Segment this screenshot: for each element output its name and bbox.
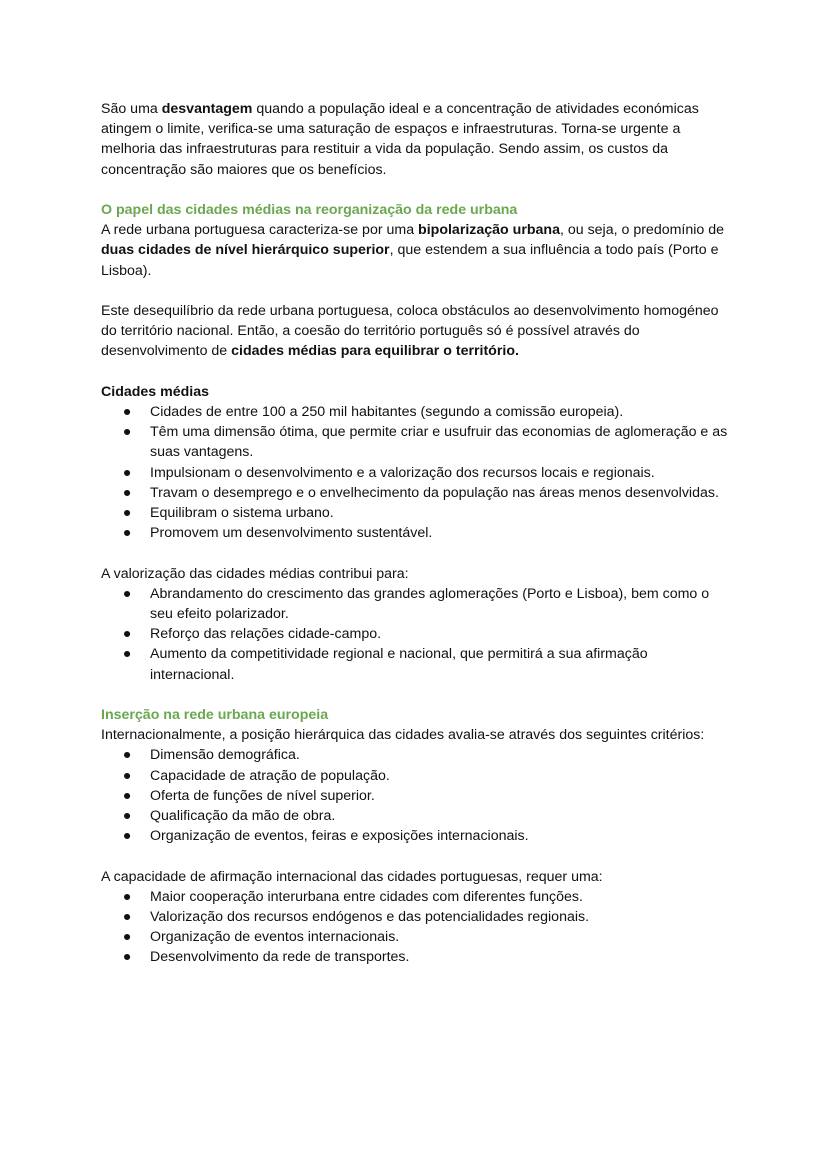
text: , ou seja, o predomínio de <box>559 222 725 239</box>
bullet-icon: ● <box>122 949 132 966</box>
bold-text: cidades médias para equilibrar o território. <box>231 343 519 360</box>
bold-text: desvantagem <box>161 101 253 117</box>
text: São uma <box>101 101 162 117</box>
bullet-icon: ● <box>122 626 132 643</box>
list-item: ● Promovem um desenvolvimento sustentável. <box>150 523 731 543</box>
list-item: ● Capacidade de atração de população. <box>150 766 731 786</box>
bullet-icon: ● <box>122 929 132 946</box>
section-heading-cidades-medias: O papel das cidades médias na reorganização da rede urbana <box>101 202 518 218</box>
bullet-icon: ● <box>122 464 132 481</box>
bullet-icon: ● <box>122 767 132 784</box>
bullet-icon: ● <box>122 747 132 764</box>
bold-text: duas cidades de nível hierárquico superior <box>101 242 390 259</box>
bullet-icon: ● <box>122 505 132 522</box>
text: Este desequilíbrio da rede urbana portuguesa, coloca obstáculos ao desenvolvimento homogéneo do território nacional. Então, a coesão do território português só é possível através do desenvolvimento de <box>101 303 719 360</box>
list-item: ● Dimensão demográfica. <box>150 745 731 765</box>
subheading-cidades-medias: Cidades médias <box>101 383 210 400</box>
text: A rede urbana portuguesa caracteriza-se por uma <box>101 222 419 239</box>
list-item: ● Qualificação da mão de obra. <box>150 806 731 826</box>
paragraph-criterios: Internacionalmente, a posição hierárquica das cidades avalia-se através dos seguintes critérios: <box>101 727 705 744</box>
paragraph-valorizacao: A valorização das cidades médias contribui para: <box>101 565 409 582</box>
list-item: ● Equilibram o sistema urbano. <box>150 503 731 523</box>
list-item: ● Organização de eventos internacionais. <box>150 927 731 947</box>
bullet-icon: ● <box>122 484 132 501</box>
bullet-list <box>101 745 731 846</box>
bullet-icon: ● <box>122 424 132 441</box>
text: quando a população ideal e a concentração de atividades económicas atingem o limite, verifica-se uma saturação de espaços e infraestruturas. Torna-se urgente a melhoria das infraestruturas para restituir a vida da população. Sendo assim, os custos da concentração são maiores que os benefícios. <box>101 101 699 178</box>
list-item: ● Aumento da competitividade regional e nacional, que permitirá a sua afirmação internacional. <box>122 646 648 683</box>
list-item: ● Organização de eventos, feiras e exposições internacionais. <box>150 826 731 846</box>
bullet-icon: ● <box>122 646 132 663</box>
bold-text: bipolarização urbana <box>418 222 560 239</box>
bullet-icon: ● <box>122 787 132 804</box>
list-item: ● Maior cooperação interurbana entre cidades com diferentes funções. <box>150 887 731 907</box>
list-item: ● Reforço das relações cidade-campo. <box>150 624 731 644</box>
list-item: ● Têm uma dimensão ótima, que permite criar e usufruir das economias de aglomeração e as suas vantagens. <box>122 424 728 461</box>
bullet-icon: ● <box>122 828 132 845</box>
section-heading-rede-europeia: Inserção na rede urbana europeia <box>101 707 329 724</box>
list-item: ● Impulsionam o desenvolvimento e a valorização dos recursos locais e regionais. <box>150 463 731 483</box>
bullet-icon: ● <box>122 888 132 905</box>
list-item: ● Desenvolvimento da rede de transportes. <box>150 947 731 967</box>
text: , que estendem a sua influência a todo país (Porto e Lisboa). <box>101 242 719 279</box>
list-item: ● Cidades de entre 100 a 250 mil habitantes (segundo a comissão europeia). <box>150 402 731 422</box>
bullet-icon: ● <box>122 404 132 420</box>
bullet-list <box>101 887 731 968</box>
document-page <box>101 99 731 968</box>
bullet-icon: ● <box>122 525 132 542</box>
paragraph-afirmacao: A capacidade de afirmação internacional das cidades portuguesas, requer uma: <box>101 868 603 885</box>
list-item: ● Travam o desemprego e o envelhecimento da população nas áreas menos desenvolvidas. <box>150 483 731 503</box>
bullet-icon: ● <box>122 808 132 825</box>
intro-paragraph <box>101 99 731 180</box>
bullet-icon: ● <box>122 909 132 926</box>
bullet-list <box>101 584 731 685</box>
bullet-icon: ● <box>122 585 132 602</box>
list-item: ● Abrandamento do crescimento das grandes aglomerações (Porto e Lisboa), bem como o seu efeito polarizador. <box>122 585 710 623</box>
bullet-list <box>101 402 731 543</box>
list-item: ● Valorização dos recursos endógenos e das potencialidades regionais. <box>150 907 731 927</box>
paragraph-bipolarizacao <box>101 220 731 281</box>
list-item: ● Oferta de funções de nível superior. <box>150 786 731 806</box>
paragraph-desequilibrio <box>101 301 731 362</box>
